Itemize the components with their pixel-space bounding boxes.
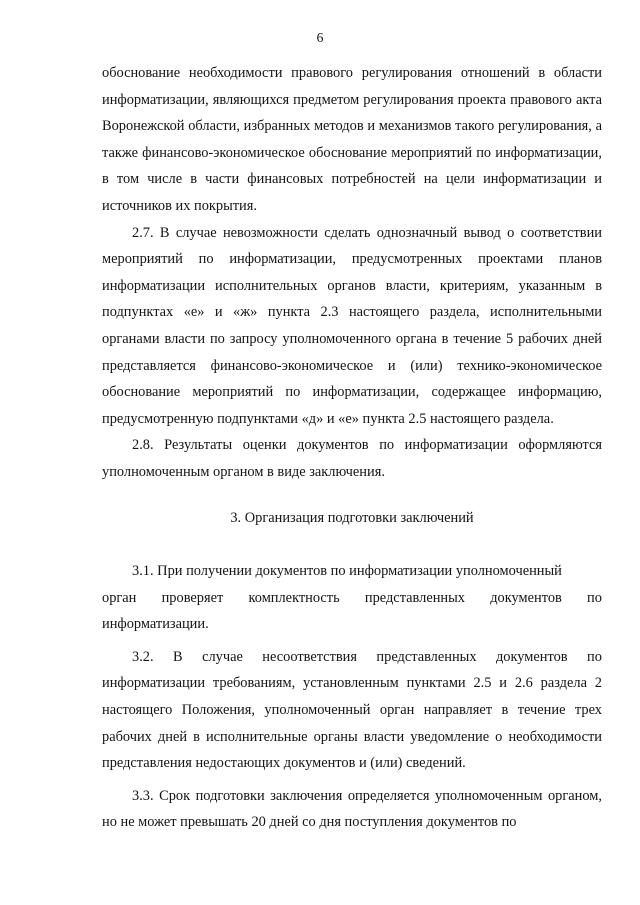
paragraph-3-1-line-3: информатизации. xyxy=(102,616,209,633)
word: В xyxy=(173,648,183,665)
word: по xyxy=(587,589,602,606)
paragraph-2-8: 2.8. Результаты оценки документов по информатизации оформляются уполномоченным органом в виде заключения. xyxy=(102,437,602,480)
paragraph-2-7: 2.7. В случае невозможности сделать однозначный вывод о соответствии мероприятий по информатизации, предусмотренных проектами планов информатизации исполнительных органов власти, критериям, указанным в подпунктах «е» и «ж» пункта 2.3 настоящего раздела, исполнительными органами власти по запросу уполномоченного органа в течение 5 рабочих дней представляется финансово-экономическое и (или) технико-экономическое обоснование мероприятий по информатизации, содержащее информацию, предусмотренную подпунктами «д» и «е» пункта 2.5 настоящего раздела. xyxy=(102,224,602,427)
paragraph-3-3: 3.3. Срок подготовки заключения определяется уполномоченным органом, но не может превышать 20 дней со дня поступления документов по xyxy=(102,787,602,831)
paragraph-intro: обоснование необходимости правового регулирования отношений в области информатизации, являющихся предметом регулирования проекта правового акта Воронежской области, избранных методов и механизмов такого регулирования, а также финансово-экономическое обоснование мероприятий по информатизации, в том числе в части финансовых потребностей на цели информатизации и источников их покрытия. xyxy=(102,65,602,214)
paragraph-3-1 xyxy=(102,558,602,638)
section-3-body xyxy=(102,558,602,836)
paragraph-3-1-line-1: 3.1. При получении документов по информатизации уполномоченный xyxy=(132,563,562,579)
word: документов xyxy=(490,589,562,606)
section-3-heading: 3. Организация подготовки заключений xyxy=(230,510,474,526)
word: по xyxy=(587,648,602,665)
paragraph-3-2 xyxy=(102,644,602,777)
paragraph-3-1-line-2 xyxy=(102,585,602,612)
word: орган xyxy=(102,589,137,606)
section-2-continuation xyxy=(102,60,602,486)
paragraph-3-2-rest: информатизации требованиям, установленным пунктами 2.5 и 2.6 раздела 2 настоящего Положения, уполномоченный орган направляет в течение трех рабочих дней в исполнительные органы власти уведомление о необходимости представления недостающих документов и (или) сведений. xyxy=(102,675,602,772)
word: проверяет xyxy=(161,589,224,606)
word: несоответствия xyxy=(262,648,357,665)
word: 3.2. xyxy=(132,648,154,665)
word: комплектность xyxy=(248,589,340,606)
word: представленных xyxy=(364,589,465,606)
page-number: 6 xyxy=(316,30,324,45)
paragraph-3-2-line-1 xyxy=(102,644,602,671)
word: документов xyxy=(495,648,568,665)
word: представленных xyxy=(376,648,477,665)
word: случае xyxy=(202,648,243,665)
